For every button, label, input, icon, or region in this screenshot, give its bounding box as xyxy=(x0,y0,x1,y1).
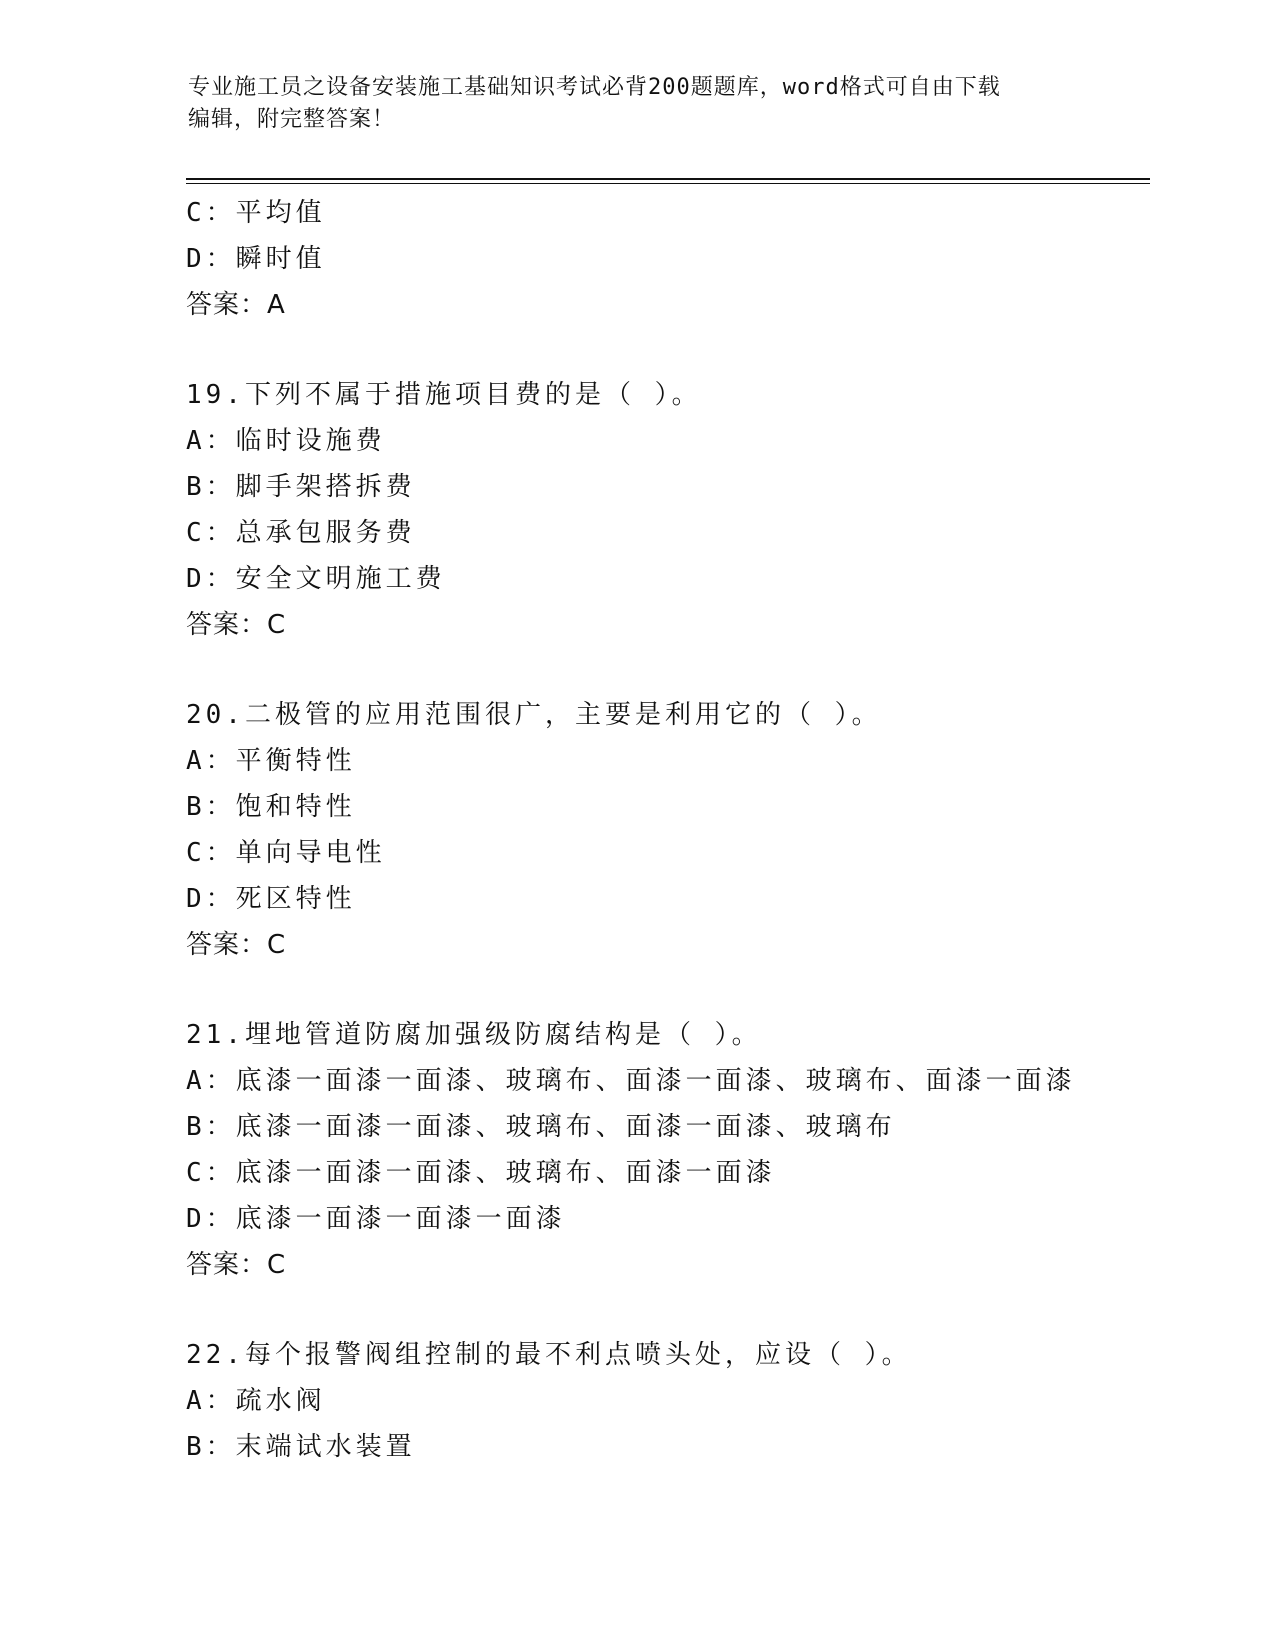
option-b: B：饱和特性 xyxy=(186,792,356,822)
option-d: D：底漆一面漆一面漆一面漆 xyxy=(186,1204,566,1234)
option-d: D：瞬时值 xyxy=(186,244,326,274)
question-stem: 20.二极管的应用范围很广，主要是利用它的（ ）。 xyxy=(186,700,882,730)
option-c: C：底漆一面漆一面漆、玻璃布、面漆一面漆 xyxy=(186,1158,776,1188)
page-header xyxy=(188,72,1088,136)
question-stem: 19.下列不属于措施项目费的是（ ）。 xyxy=(186,380,702,410)
option-c: C：总承包服务费 xyxy=(186,518,416,548)
answer: 答案：C xyxy=(186,1250,287,1280)
question-stem: 22.每个报警阀组控制的最不利点喷头处，应设（ ）。 xyxy=(186,1340,912,1370)
question-21 xyxy=(186,1012,1150,1288)
header-divider-thick xyxy=(186,178,1150,180)
option-b: B：底漆一面漆一面漆、玻璃布、面漆一面漆、玻璃布 xyxy=(186,1112,896,1142)
option-d: D：安全文明施工费 xyxy=(186,564,446,594)
option-c: C：平均值 xyxy=(186,198,326,228)
option-d: D：死区特性 xyxy=(186,884,356,914)
header-line-1: 专业施工员之设备安装施工基础知识考试必背200题题库，word格式可自由下载 xyxy=(188,75,1001,100)
question-19 xyxy=(186,372,1150,648)
answer: 答案：C xyxy=(186,610,287,640)
question-stem: 21.埋地管道防腐加强级防腐结构是（ ）。 xyxy=(186,1020,762,1050)
option-c: C：单向导电性 xyxy=(186,838,386,868)
question-list xyxy=(186,190,1150,1470)
option-b: B：末端试水装置 xyxy=(186,1432,416,1462)
option-a: A：底漆一面漆一面漆、玻璃布、面漆一面漆、玻璃布、面漆一面漆 xyxy=(186,1066,1076,1096)
question-partial xyxy=(186,190,1150,328)
question-22 xyxy=(186,1332,1150,1470)
answer: 答案：C xyxy=(186,930,287,960)
option-a: A：临时设施费 xyxy=(186,426,386,456)
header-line-2: 编辑，附完整答案！ xyxy=(188,107,396,132)
option-b: B：脚手架搭拆费 xyxy=(186,472,416,502)
answer: 答案：A xyxy=(186,290,286,320)
option-a: A：疏水阀 xyxy=(186,1386,326,1416)
header-divider-thin xyxy=(186,183,1150,184)
question-20 xyxy=(186,692,1150,968)
option-a: A：平衡特性 xyxy=(186,746,356,776)
